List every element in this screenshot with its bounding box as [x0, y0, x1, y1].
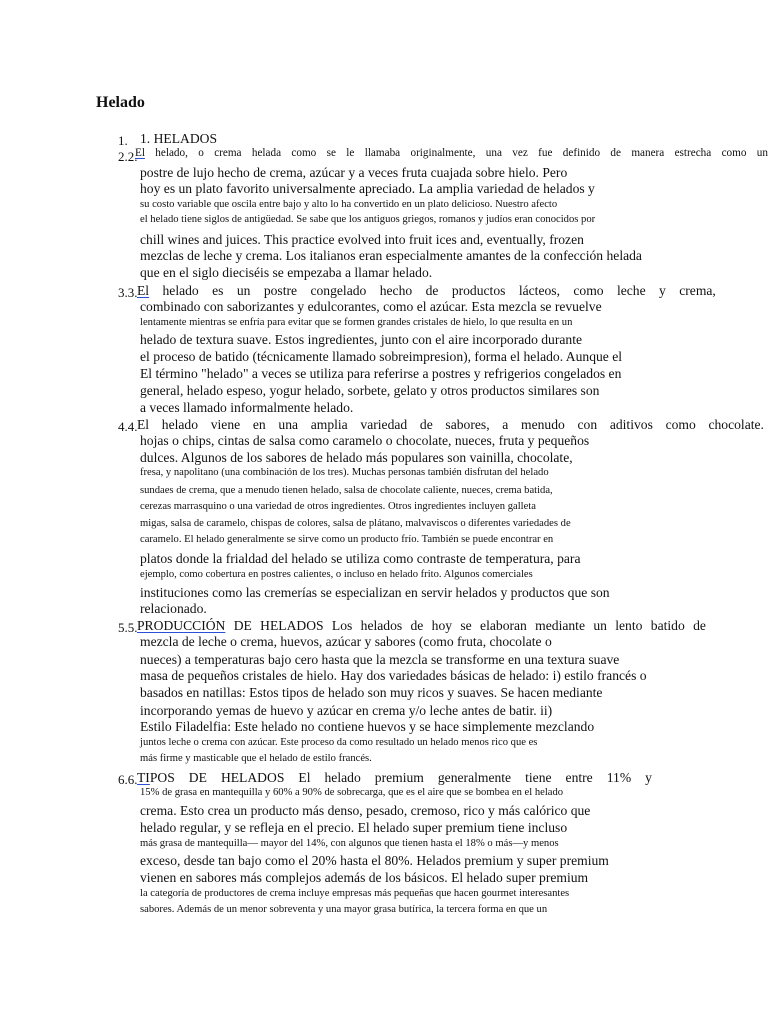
list-marker: 6.6.: [118, 772, 138, 787]
word: viene: [210, 417, 241, 432]
text-line: su costo variable que oscila entre bajo y alto lo ha convertido en un plato delicioso. Nuestro afecto: [140, 199, 558, 210]
text-line: combinado con saborizantes y edulcorantes, como el azúcar. Esta mezcla se revuelve: [140, 299, 602, 314]
list-item-heading: [137, 417, 764, 433]
word: DE: [188, 770, 207, 785]
text-line: platos donde la frialdad del helado se utiliza como contraste de temperatura, para: [140, 551, 581, 566]
text-line: instituciones como las cremerías se especializan en servir helados y productos que son: [140, 585, 610, 600]
word: HELADOS: [220, 770, 285, 785]
list-marker: 1.: [118, 133, 128, 148]
word: como: [721, 147, 747, 159]
word: un: [593, 618, 607, 633]
text-line: la categoría de productores de crema incluye empresas más pequeñas que hacen gourmet interesantes: [140, 888, 570, 899]
list-marker: 2.2.: [118, 149, 138, 164]
word: chocolate.: [708, 417, 764, 432]
text-line: basados en natillas: Estos tipos de helado son muy ricos y suaves. Se hacen mediante: [140, 685, 603, 700]
text-line: exceso, desde tan bajo como el 20% hasta el 80%. Helados premium y super premium: [140, 853, 609, 868]
text-line: mezcla de leche o crema, huevos, azúcar y sabores (como fruta, chocolate o: [140, 634, 552, 649]
word: una: [278, 417, 299, 432]
text-line: sabores. Además de un menor sobreventa y una mayor grasa butírica, la tercera forma en que un: [140, 904, 548, 915]
text-line: general, helado espeso, yogur helado, sorbete, gelato y otros productos similares son: [140, 383, 600, 398]
text-line: sundaes de crema, que a menudo tienen helado, salsa de chocolate caliente, nueces, crema batida,: [140, 485, 553, 496]
word: Los: [331, 618, 353, 633]
word: y: [645, 770, 652, 785]
text-line: el proceso de batido (técnicamente llamado sobreimpresion), forma el helado. Aunque el: [140, 349, 623, 364]
list-item-heading: [137, 618, 706, 634]
word: TIPOS: [137, 770, 175, 785]
text-line: incorporando yemas de huevo y azúcar en crema y/o leche antes de batir. ii): [140, 703, 553, 718]
text-line: juntos leche o crema con azúcar. Este proceso da como resultado un helado menos rico que es: [140, 737, 538, 748]
word: helado: [162, 283, 199, 298]
text-line: que en el siglo dieciséis se empezaba a llamar helado.: [140, 265, 433, 280]
text-line: chill wines and juices. This practice evolved into fruit ices and, eventually, frozen: [140, 232, 584, 247]
word: [135, 147, 145, 159]
word: manera: [631, 147, 665, 159]
word: es: [212, 283, 224, 298]
word: 11%: [606, 770, 632, 785]
word: helada: [251, 147, 282, 159]
word: El: [298, 770, 311, 785]
word: lácteos,: [518, 283, 560, 298]
word: y: [659, 283, 666, 298]
word: leche: [616, 283, 646, 298]
text-line: postre de lujo hecho de crema, azúcar y a veces fruta cuajada sobre hielo. Pero: [140, 165, 568, 180]
word: se: [326, 147, 336, 159]
word: crema,: [679, 283, 716, 298]
word: DE: [233, 618, 252, 633]
word: congelado: [310, 283, 367, 298]
word: helado,: [155, 147, 188, 159]
word: una: [485, 147, 502, 159]
text-line: nueces) a temperaturas bajo cero hasta que la mezcla se transforme en una textura suave: [140, 652, 620, 667]
text-line: masa de pequeños cristales de hielo. Hay dos variedades básicas de helado: i) estilo francés o: [140, 668, 647, 683]
text-line: helado de textura suave. Estos ingredientes, junto con el aire incorporado durante: [140, 332, 583, 347]
list-marker: 3.3.: [118, 285, 138, 300]
list-item-heading: [137, 770, 652, 786]
text-line: a veces llamado informalmente helado.: [140, 400, 354, 415]
text-line: 15% de grasa en mantequilla y 60% a 90% de sobrecarga, que es el aire que se bombea en el helado: [140, 787, 564, 798]
text-line: hojas o chips, cintas de salsa como caramelo o chocolate, nueces, fruta y pequeños: [140, 433, 590, 448]
word: elaboran: [480, 618, 527, 633]
list-marker: 5.5.: [118, 620, 138, 635]
word: o: [198, 147, 204, 159]
word: generalmente: [437, 770, 512, 785]
word: originalmente,: [410, 147, 476, 159]
spellcheck-underline: El: [135, 147, 145, 159]
word: como: [291, 147, 317, 159]
list-item-heading: [135, 147, 768, 159]
word: a: [502, 417, 509, 432]
text-line: vienen en sabores más complejos además de los básicos. El helado super premium: [140, 870, 589, 885]
word: variedad: [360, 417, 408, 432]
word: El: [137, 417, 150, 432]
word: se: [460, 618, 472, 633]
word: como: [665, 417, 696, 432]
word: aditivos: [609, 417, 653, 432]
word: [137, 283, 149, 299]
text-line: caramelo. El helado generalmente se sirve como un producto frío. También se puede encontrar en: [140, 534, 554, 545]
word: amplia: [310, 417, 348, 432]
text-line: más grasa de mantequilla— mayor del 14%, con algunos que tienen hasta el 18% o más—y menos: [140, 838, 559, 849]
word: hecho: [379, 283, 413, 298]
word: entre: [565, 770, 593, 785]
word: como: [573, 283, 604, 298]
word: helado: [161, 417, 199, 432]
text-line: Estilo Filadelfia: Este helado no contiene huevos y se hace simplemente mezclando: [140, 719, 595, 734]
text-line: cerezas marrasquino o una variedad de otros ingredientes. Otros ingredientes incluyen galleta: [140, 501, 536, 512]
text-line: helado regular, y se refleja en el precio. El helado super premium tiene incluso: [140, 820, 568, 835]
text-line: El término "helado" a veces se utiliza para referirse a postres y refrigerios congelados en: [140, 366, 622, 381]
spellcheck-underline: TI: [137, 770, 150, 785]
word: vez: [512, 147, 528, 159]
text-line: crema. Esto crea un producto más denso, pesado, cremoso, rico y más calórico que: [140, 803, 591, 818]
word: estrecha: [674, 147, 712, 159]
word: helado: [324, 770, 361, 785]
word: le: [346, 147, 355, 159]
word: con: [577, 417, 598, 432]
spellcheck-underline: PRODUCCIÓN: [137, 618, 226, 633]
word: de: [693, 618, 706, 633]
text-line: lentamente mientras se enfría para evitar que se formen grandes cristales de hielo, lo que resulta en un: [140, 317, 573, 328]
text-line: migas, salsa de caramelo, chispas de colores, salsa de plátano, malvaviscos o diferentes variedades de: [140, 518, 571, 529]
word: de: [425, 283, 439, 298]
word: crema: [214, 147, 242, 159]
word: mediante: [535, 618, 585, 633]
word: un: [236, 283, 251, 298]
word: premium: [374, 770, 424, 785]
list-marker: 4.4.: [118, 419, 138, 434]
spellcheck-underline: El: [137, 283, 150, 298]
word: hoy: [431, 618, 453, 633]
word: [137, 618, 225, 634]
word: menudo: [521, 417, 565, 432]
word: en: [252, 417, 266, 432]
word: de: [610, 147, 621, 159]
word: batido: [650, 618, 685, 633]
text-line: más firme y masticable que el helado de estilo francés.: [140, 753, 372, 764]
word: definido: [562, 147, 601, 159]
text-line: dulces. Algunos de los sabores de helado más populares son vainilla, chocolate,: [140, 450, 573, 465]
text-line: hoy es un plato favorito universalmente apreciado. La amplia variedad de helados y: [140, 181, 595, 196]
word: un: [756, 147, 768, 159]
list-item-heading: [137, 283, 716, 299]
word: postre: [263, 283, 298, 298]
word: lento: [615, 618, 643, 633]
text-line: ejemplo, como cobertura en postres calientes, o incluso en helado frito. Algunos comerciales: [140, 569, 533, 580]
list-item-heading: 1. HELADOS: [140, 131, 218, 146]
page-title: Helado: [96, 94, 145, 111]
word: tiene: [525, 770, 552, 785]
word: de: [419, 417, 433, 432]
word: helados: [360, 618, 403, 633]
word: sabores,: [445, 417, 490, 432]
text-line: fresa, y napolitano (una combinación de los tres). Muchas personas también disfrutan del helado: [140, 467, 549, 478]
word: de: [410, 618, 424, 633]
text-line: mezclas de leche y crema. Los italianos eran especialmente amantes de la confección helada: [140, 248, 642, 263]
word: HELADOS: [260, 618, 324, 633]
word: productos: [451, 283, 506, 298]
word: fue: [538, 147, 553, 159]
text-line: relacionado.: [140, 601, 207, 616]
word: llamaba: [364, 147, 401, 159]
text-line: el helado tiene siglos de antigüedad. Se sabe que los antiguos griegos, romanos y judíos eran conocidos por: [140, 214, 596, 225]
